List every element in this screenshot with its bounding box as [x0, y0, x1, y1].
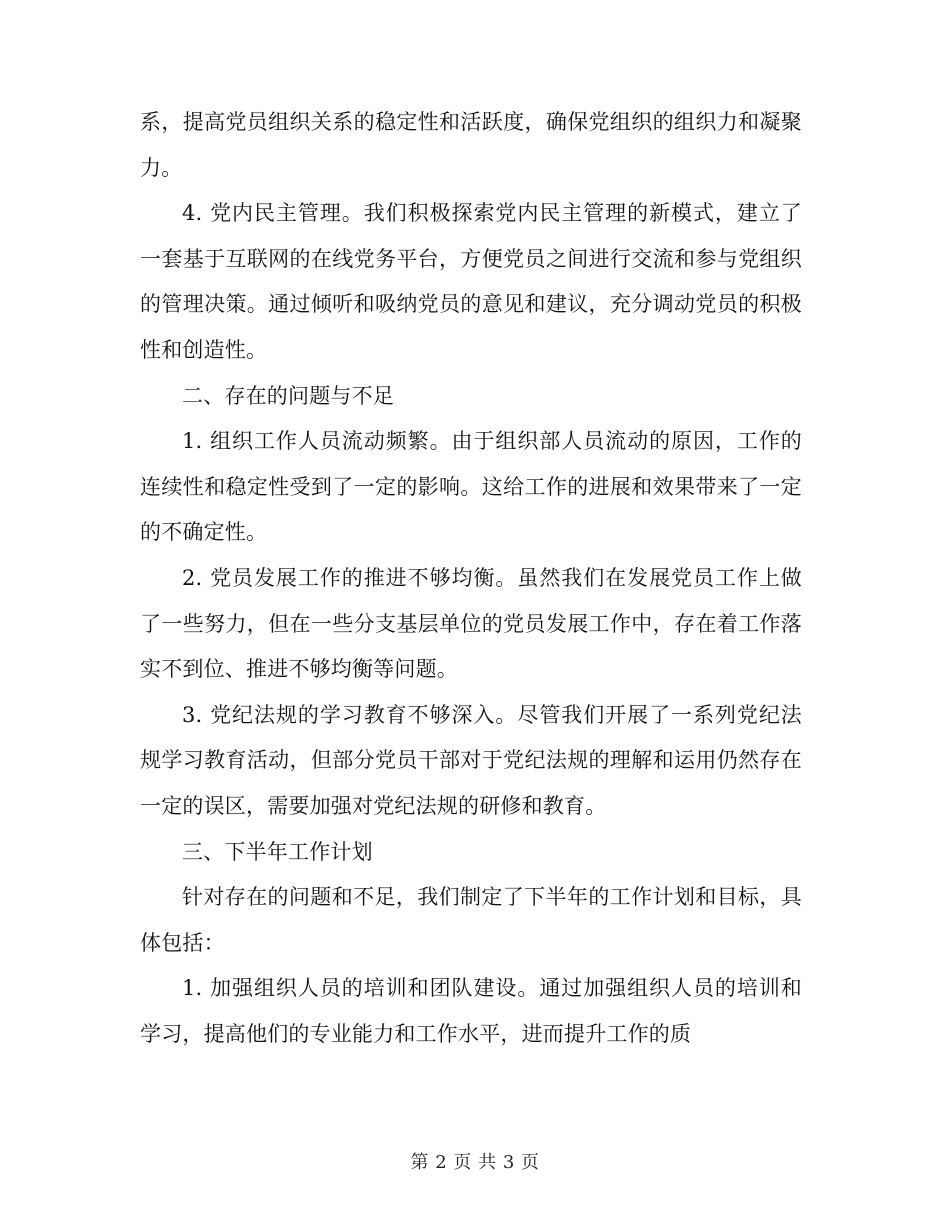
paragraph-problem-3: 3. 党纪法规的学习教育不够深入。尽管我们开展了一系列党纪法规学习教育活动，但部分党员干部对于党纪法规的理解和运用仍然存在一定的误区，需要加强对党纪法规的研修和教育。: [140, 702, 802, 818]
paragraph-problem-2: 2. 党员发展工作的推进不够均衡。虽然我们在发展党员工作上做了一些努力，但在一些分支基层单位的党员发展工作中，存在着工作落实不到位、推进不够均衡等问题。: [140, 565, 802, 682]
page-number-footer: 第 2 页 共 3 页: [410, 1152, 540, 1173]
section-heading-plan: 三、下半年工作计划: [182, 839, 373, 864]
section-heading-problems: 二、存在的问题与不足: [182, 383, 394, 408]
paragraph-item-4: 4. 党内民主管理。我们积极探索党内民主管理的新模式，建立了一套基于互联网的在线党务平台，方便党员之间进行交流和参与党组织的管理决策。通过倾听和吸纳党员的意见和建议，充分调动党员的积极性和创造性。: [140, 201, 802, 362]
paragraph-plan-intro: 针对存在的问题和不足，我们制定了下半年的工作计划和目标，具体包括：: [140, 885, 802, 955]
paragraph-continuation: 系，提高党员组织关系的稳定性和活跃度，确保党组织的组织力和凝聚力。: [140, 110, 802, 180]
document-body: [140, 100, 802, 1057]
paragraph-problem-1: 1. 组织工作人员流动频繁。由于组织部人员流动的原因，工作的连续性和稳定性受到了一定的影响。这给工作的进展和效果带来了一定的不确定性。: [140, 429, 802, 545]
paragraph-plan-1: 1. 加强组织人员的培训和团队建设。通过加强组织人员的培训和学习，提高他们的专业能力和工作水平，进而提升工作的质: [140, 976, 802, 1046]
